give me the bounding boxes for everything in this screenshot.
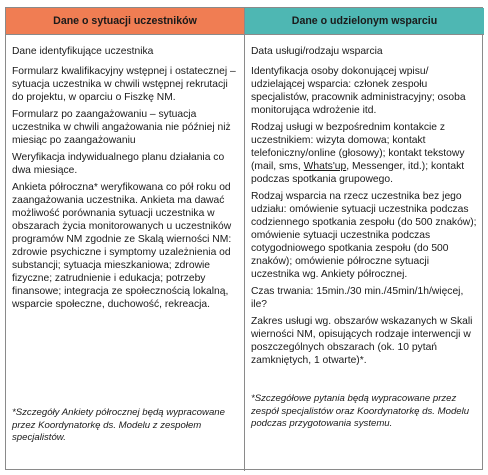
direct-contact-service-type [251,121,478,186]
whatsapp-word: Whats'up [303,161,347,172]
engagement-form: Formularz po zaangażowaniu – sytuacja uczestnika w chwili angażowania nie później niż miesiąc po zaangażowaniu [12,109,231,146]
direct-contact-text-b: , Messenger, itd.); kontakt podczas spotkania grupowego. [251,161,465,185]
support-provided-column [245,35,484,471]
participant-situation-column [6,35,245,471]
questions-footnote: *Szczegółowe pytania będą wypracowane przez zespół specjalistów oraz Koordynatorkę ds. Modelu podczas przygotowania systemu. [251,393,470,429]
service-scope: Zakres usługi wg. obszarów wskazanych w Skali wierności NM, opisujących rodzaje interwencji w poszczególnych obszarach (ok. 10 pytań zamkniętych, 1 otwarte)*. [251,316,473,366]
participant-id-data: Dane identyfikujące uczestnika [12,46,154,57]
entry-person-identification: Identyfikacja osoby dokonującej wpisu/ udzielającej wsparcia: członek zespołu specjalistów, pracownik administracyjny; osoba monitorująca wdrożenie itd. [251,66,466,116]
half-year-survey: Ankieta półroczna* weryfikowana co pół roku od zaangażowania uczestnika. Ankieta ma dawać możliwość porównania sytuacji uczestnika w obszarach życia monitorowanych u uczestników programów NM zgodnie ze Skalą wierności NM: zdrowie psychiczne i symptomy uzależnienia od substancji; sytuacja mieszkaniowa; zdrowie fizyczne; zatrudnienie i edukacja; potrzeby finansowe; integracja ze społecznością lokalną, wsparcie społeczne, duchowość, rekreacja. [12,182,232,310]
direct-contact-text-a: Rodzaj usługi w bezpośrednim kontakcie z uczestnikiem: wizyta domowa; kontakt telefoniczny/online (głosowy); kontakt tekstowy (mail, sms, [251,122,465,172]
header-participant-situation: Dane o sytuacji uczestników [6,8,245,35]
indirect-support-type: Rodzaj wsparcia na rzecz uczestnika bez jego udziału: omówienie sytuacji uczestnika podczas codziennego spotkania zespołu (do 500 znaków); omówienie sytuacji uczestnika podczas cotygodniowego spotkania zespołu (do 500 znaków); omówienie półroczne sytuacji uczestnika wg. Ankiety półrocznej. [251,191,477,280]
service-date: Data usługi/rodzaju wsparcia [251,46,383,57]
action-plan-verification: Weryfikacja indywidualnego planu działania co dwa miesiące. [12,152,225,176]
duration: Czas trwania: 15min./30 min./45min/1h/więcej, ile? [251,286,464,310]
comparison-table [5,7,483,470]
survey-footnote: *Szczegóły Ankiety półrocznej będą wypracowane przez Koordynatorkę ds. Modelu z zespołem specjalistów. [12,407,225,443]
qualification-form: Formularz kwalifikacyjny wstępnej i ostatecznej – sytuacja uczestnika w chwili wstępnej rekrutacji do projektu, w oparciu o Fiszkę NM. [12,66,236,103]
header-support-provided: Dane o udzielonym wsparciu [245,8,484,35]
